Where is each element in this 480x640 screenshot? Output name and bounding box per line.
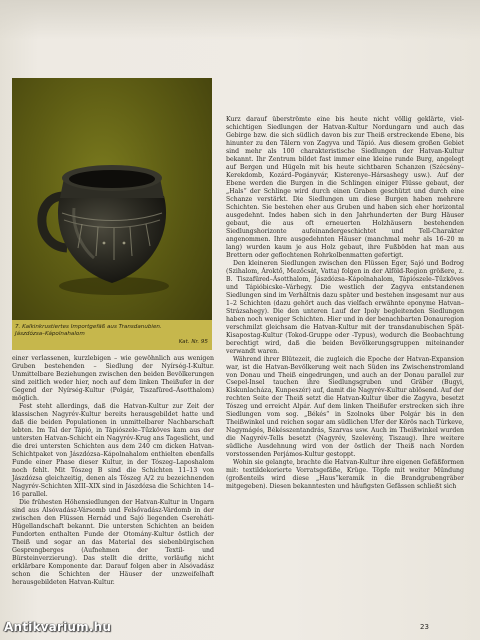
- right-text-column: [226, 116, 464, 491]
- paragraph: einer verlassenen, kurzlebigen – wie gewöhnlich aus wenigen Gruben bestehenden – Siedlung der Nyírség-I-Kultur. Unmittelbare Beziehungen zwischen den beiden Bevölkerungen sind zeitlich weder hier, noch auf dem linken Theißufer in der Gegend der Nyírség-Kultur (Polgár, Tiszafüred–Ásotthalom) möglich.: [12, 355, 214, 402]
- paragraph: Den kleineren Siedlungen zwischen den Flüssen Eger, Sajó und Bodrog (Szihalom, Ároktő, Mezőcsát, Vatta) folgen in der Alföld-Region größere, z. B. Tiszafüred–Ásotthalom, Jászdózsa–Kápolnahalom, Tápiószele–Tűzköves und Tápióbicske–Várhegy. Die westlich der Zagyva entstandenen Siedlungen sind im Verhältnis dazu später und bestehen insgesamt nur aus 1–2 Schichten (dazu gehört auch das vielfach erwähnte eponyme Hatvan–Strázsahegy). Die den unteren Lauf der Ipoly begleitenden Siedlungen haben noch weniger Schichten. Hier und in der benachbarten Donauregion verschmilzt gleichsam die Hatvan-Kultur mit der transdanubischen Spät-Kisapostag-Kultur (Tokod-Gruppe oder -Typus), wodurch die Beobachtung berechtigt wird, daß die beiden Bevölkerungsgruppen miteinander verwandt waren.: [226, 259, 464, 355]
- figure-catalog-ref: Kat. Nr. 95: [178, 339, 208, 345]
- paragraph: Kurz darauf überströmte eine bis heute nicht völlig geklärte, viel-schichtigen Siedlungen der Hatvan-Kultur Nordungarn und auch das Gebirge bzw. die sich südlich davon bis zur Theiß erstreckende Ebene, bis hinunter zu den Tälern von Zagyva und Tápió. Aus diesem großen Gebiet sind mehr als 100 charakteristische Siedlungen der Hatvan-Kultur bekannt. Ihr Zentrum bildet fast immer eine kleine runde Burg, angelegt auf Bergen und Hügeln mit bis heute sichtbaren Schanzen (Szécsény–Kerekdomb, Kozárd–Pogányvár, Kisterenye–Hársashegy usw.). Auf der Ebene werden die Burgen in die Schlingen einiger Flüsse gebaut, der „Hals“ der Schlinge wird durch einen Graben geschützt und durch eine Schanze verstärkt. Die Siedlungen um diese Burgen haben mehrere Schichten. Sie bestehen eher aus Gruben und haben sich eher horizontal ausgedehnt. Indes haben sich in den Jahrhunderten der Burg Häuser gebaut, die aus oft erneuerten Holzhäusern bestehenden Siedlungshorizonte aufeinandergeschichtet und Tell-Charakter angenommen. Ihre ausgedehnten Häuser (manchmal mehr als 16–20 m lang) wurden kaum je aus Holz gebaut, ihre Fußböden hat man aus Brettern oder geflochtenen Rohrkolbenmatten gefertigt.: [226, 116, 464, 259]
- vessel-photo: [12, 78, 212, 334]
- paragraph: Fest steht allerdings, daß die Hatvan-Kultur zur Zeit der klassischen Nagyrév-Kultur bereits herausgebildet hatte und daß die beiden Populationen in unmittelbarer Nachbarschaft lebten. Im Tal der Tápió, in Tápiószele–Tűzköves kam aus der untersten Hatvan-Schicht ein Nagyrév-Krug ans Tageslicht, und die drei untersten Schichten aus dem 240 cm dicken Hatvan-Schichtpaket von Jászdózsa–Kápolnahalom enthielten ebenfalls Funde einer Phase dieser Kultur, in der Tószeg–Laposhalom noch fehlt. Mit Tószeg B sind die Schichten 11–13 von Jászdózsa gleichzeitig, denen als Tószeg A/2 zu bezeichnenden Nagyrév-Schichten XIII–XIX sind in Jászdózsa die Schichten 14–16 parallel.: [12, 402, 214, 498]
- paragraph: Wohin sie gelangte, brachte die Hatvan-Kultur ihre eigenen Gefäßformen mit: textildekorierte Vorratsgefäße, Krüge. Töpfe mit weiter Mündung (großenteils wird diese „Haus“keramik in die Brandgrubengräber mitgegeben). Diesen bekanntesten und häufigsten Gefässen schließt sich: [226, 459, 464, 491]
- page-top-shadow: [0, 0, 480, 40]
- paragraph: Die frühesten Höhensiedlungen der Hatvan-Kultur in Ungarn sind aus Alsóvadász-Vársomb und Felsővadász-Várdomb in der zwischen den Flüssen Hernád und Sajó liegenden Csereháti-Hügellandschaft bekannt. Die untersten Schichten an beiden Fundorten enthalten Funde der Otomány-Kultur östlich der Theiß und sogar an das Material des siebenbürgischen Gesprengberges (Aufnehmen der Textil- und Bürsteinverzierung). Das stellt die dritte, vorläufig nicht erklärbare Komponente dar. Darauf folgen aber in Alsóvadász schon die Schichten der Häuser der unzweifelhaft herausgebildeten Hatvan-Kultur.: [12, 498, 214, 586]
- paragraph: Während ihrer Blütezeit, die zugleich die Epoche der Hatvan-Expansion war, ist die Hatvan-Bevölkerung weit nach Süden ins Zwischenstromland von Donau und Theiß eingedrungen, und auch an der Donau parallel zur Csepel-Insel tauchen ihre Siedlungsgruben und Gräber (Bugyi, Kiskunlacháza, Kunpeszér) auf, damit die Nagyrév-Kultur ablösend. Auf der rechten Seite der Theiß setzt die Hatvan-Kultur über die Zagyva, besetzt Tószeg und erreicht Alpár. Auf dem linken Theißufer erstrecken sich ihre Siedlungen vom sog. „Békés“ in Szolnoks über Polgár bis in den Theißwinkel und reichen sogar am südlichen Ufer der Körös nach Túrkeve, Nagymágés, Békésszentandrás, Szarvas usw. Auch im Theißwinkel wurden die Nagyrév-Tells besetzt (Nagyrév, Szelevény, Tiszaug). Ihre weitere südliche Ausdehnung wird von der östlich der Theiß nach Norden vorstossenden Perjámos-Kultur gestoppt.: [226, 355, 464, 459]
- figure-caption-box: [12, 320, 212, 350]
- page-number: 23: [420, 623, 429, 631]
- figure-caption: 7. Kalkinkrustiertes Importgefäß aus Transdanubien. Jászdózsa–Kápolnahalom: [15, 324, 162, 338]
- watermark: Antikvarium.hu: [4, 620, 112, 634]
- clay-vessel-illustration: [12, 78, 212, 334]
- left-text-column: [12, 355, 214, 587]
